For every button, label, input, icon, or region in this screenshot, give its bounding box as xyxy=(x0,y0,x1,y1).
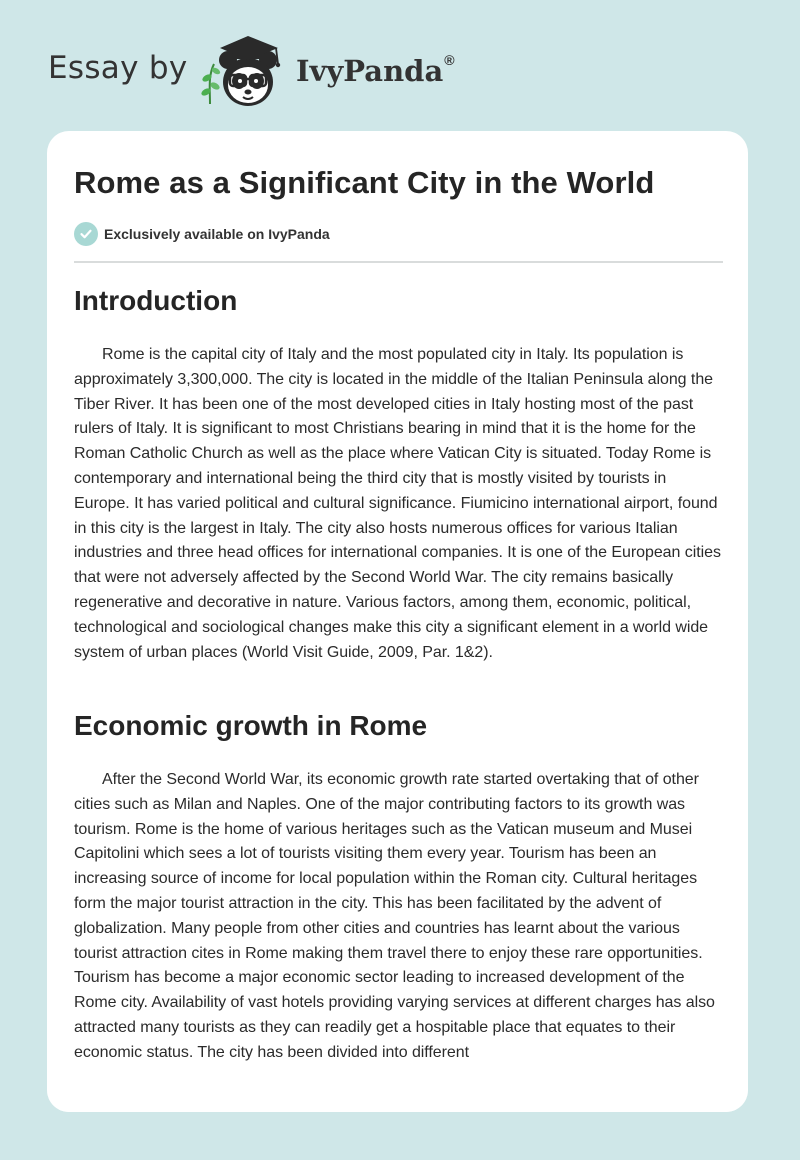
exclusive-badge xyxy=(74,222,330,246)
section-body-introduction: Rome is the capital city of Italy and the most populated city in Italy. Its population is approximately 3,300,000. The city is located in the middle of the Italian Peninsula along the Tiber River. It has been one of the most developed cities in Italy hosting most of the past rulers of Italy. It is significant to most Christians bearing in mind that it is the home for the Roman Catholic Church as well as the place where Vatican City is situated. Today Rome is contemporary and international being the third city that is mostly visited by tourists in Europe. It has varied political and cultural significance. Fiumicino international airport, found in this city is the largest in Italy. The city also hosts numerous offices for various Italian industries and three head offices for international companies. It is one of the European cities that were not adversely affected by the Second World War. The city remains basically regenerative and decorative in nature. Various factors, among them, economic, political, technological and sociological changes make this city a significant element in a world wide system of urban places (World Visit Guide, 2009, Par. 1&2). xyxy=(74,346,721,661)
check-icon xyxy=(74,222,98,246)
brand-name-text: IvyPanda xyxy=(296,54,444,88)
section-body-economic-growth: After the Second World War, its economic growth rate started overtaking that of other cities such as Milan and Naples. One of the major contributing factors to its growth was tourism. Rome is the home of various heritages such as the Vatican museum and Musei Capitolini which sees a lot of tourists visiting them every year. Tourism has been an increasing source of income for local population within the Roman city. Cultural heritages form the major tourist attraction in the city. This has been facilitated by the advent of globalization. Many people from other cities and countries has learnt about the various tourist attraction cites in Rome making them travel there to enjoy these rare opportunities. Tourism has become a major economic sector leading to increased development of the Rome city. Availability of vast hotels providing varying services at different charges has also attracted many tourists as they can readily get a hospitable place that equates to their economic status. The city has been divided into different xyxy=(74,771,715,1061)
brand-prefix: Essay by xyxy=(48,50,188,86)
panda-logo-icon xyxy=(200,34,290,110)
divider xyxy=(74,261,723,263)
brand-name xyxy=(296,54,454,88)
essay-title: Rome as a Significant City in the World xyxy=(74,165,655,200)
content-fade-overlay xyxy=(47,1072,748,1112)
exclusive-badge-label: Exclusively available on IvyPanda xyxy=(104,226,330,242)
brand-header[interactable] xyxy=(48,34,508,114)
section-heading-economic-growth: Economic growth in Rome xyxy=(74,710,428,741)
registered-mark: ® xyxy=(444,52,455,68)
essay-card xyxy=(47,131,748,1112)
section-heading-introduction: Introduction xyxy=(74,285,238,316)
